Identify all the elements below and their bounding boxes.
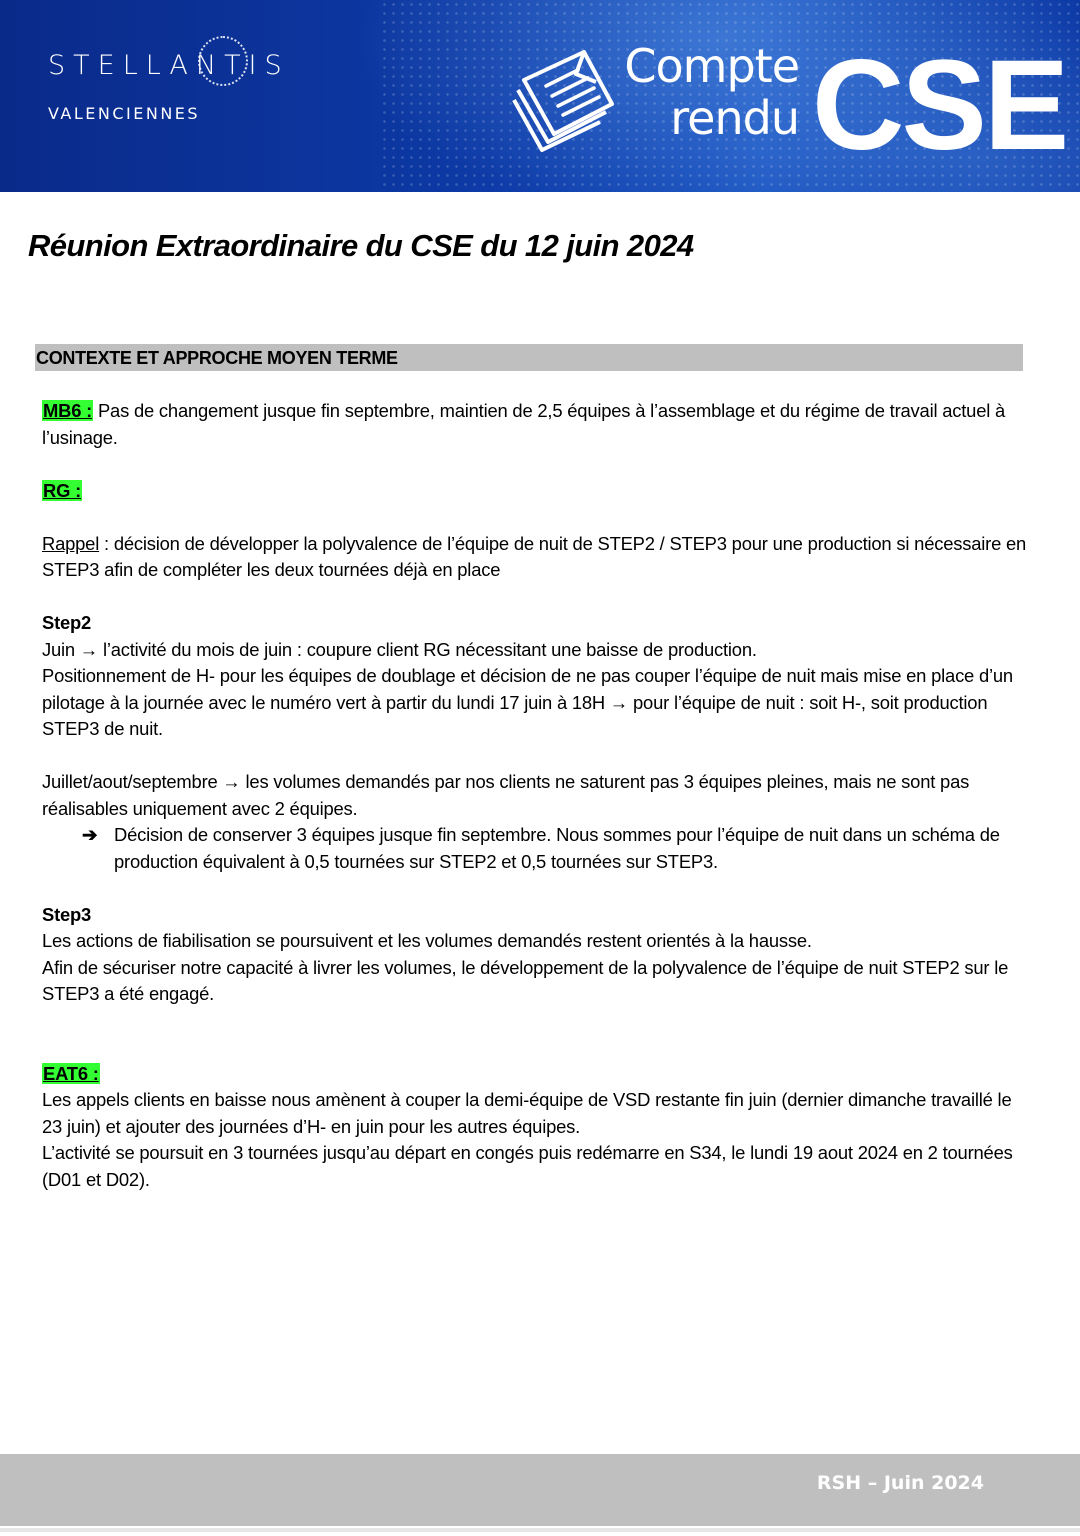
eat6-heading	[42, 1061, 1032, 1088]
eat6-calls-paragraph: Les appels clients en baisse nous amènent à couper la demi-équipe de VSD restante fin juin (dernier dimanche travaillé le 23 juin) et ajouter des journées d’H- en juin pour les autres équipes.	[42, 1089, 1012, 1137]
brand-logo: STELLANTIS	[48, 50, 290, 81]
document-body	[42, 398, 1032, 1193]
step2-decision-text: Décision de conserver 3 équipes jusque fin septembre. Nous sommes pour l’équipe de nuit dans un schéma de production équivalent à 0,5 tournées sur STEP2 et 0,5 tournées sur STEP3.	[114, 824, 1000, 872]
mb6-label: MB6 :	[43, 400, 93, 421]
step2-june-paragraph: Juin → l’activité du mois de juin : coupure client RG nécessitant une baisse de production.	[42, 638, 757, 660]
document-title: Réunion Extraordinaire du CSE du 12 juin 2024	[28, 228, 694, 263]
rappel-label: Rappel	[42, 532, 100, 554]
rappel-text: : décision de développer la polyvalence de l’équipe de nuit de STEP2 / STEP3 pour une production si nécessaire en STEP3 afin de compléter les deux tournées déjà en place	[42, 532, 1027, 580]
step3-capacity-paragraph: Afin de sécuriser notre capacité à livrer les volumes, le développement de la polyvalence de l’équipe de nuit STEP2 sur le STEP3 a été engagé.	[42, 956, 1009, 1004]
rg-heading	[42, 478, 1032, 505]
step2-decision-bullet	[42, 822, 1032, 875]
mb6-paragraph	[42, 398, 1032, 451]
step2-summer-paragraph: Juillet/aout/septembre → les volumes demandés par nos clients ne saturent pas 3 équipes pleines, mais ne sont pas réalisables uniquement avec 2 équipes.	[42, 771, 970, 819]
step3-actions-paragraph: Les actions de fiabilisation se poursuivent et les volumes demandés restent orientés à la hausse.	[42, 930, 812, 951]
eat6-activity-paragraph: L’activité se poursuit en 3 tournées jusqu’au départ en congés puis redémarre en S34, le lundi 19 aout 2024 en 2 tournées (D01 et D02).	[42, 1142, 1013, 1190]
brand-location: VALENCIENNES	[48, 104, 201, 123]
step2-heading: Step2	[42, 612, 92, 633]
section-heading: CONTEXTE ET APPROCHE MOYEN TERME	[35, 344, 1023, 371]
step3-heading: Step3	[42, 903, 92, 925]
footer-bar	[0, 1454, 1080, 1526]
header-banner	[0, 0, 1080, 192]
rg-label: RG :	[43, 479, 82, 501]
compte-rendu-label	[624, 40, 799, 144]
arrow-right-icon: ➔	[82, 824, 98, 845]
mb6-text: Pas de changement jusque fin septembre, maintien de 2,5 équipes à l’assemblage et du régime de travail actuel à l’usinage.	[42, 400, 1006, 448]
step2-positioning-paragraph: Positionnement de H- pour les équipes de doublage et décision de ne pas couper l’équipe de nuit mais mise en place d’un pilotage à la journée avec le numéro vert à partir du lundi 17 juin à 18H → pour l’équipe de nuit : soit H-, soit production STEP3 de nuit.	[42, 665, 1013, 739]
rappel-paragraph	[42, 531, 1032, 584]
rendu-text: rendu	[670, 91, 799, 145]
compte-text: Compte	[624, 39, 799, 93]
document-icon	[508, 50, 630, 160]
footer-divider	[0, 1528, 1080, 1532]
footer-text: RSH – Juin 2024	[816, 1472, 984, 1494]
cse-label: CSE	[812, 34, 1067, 177]
eat6-label: EAT6 :	[43, 1062, 99, 1084]
